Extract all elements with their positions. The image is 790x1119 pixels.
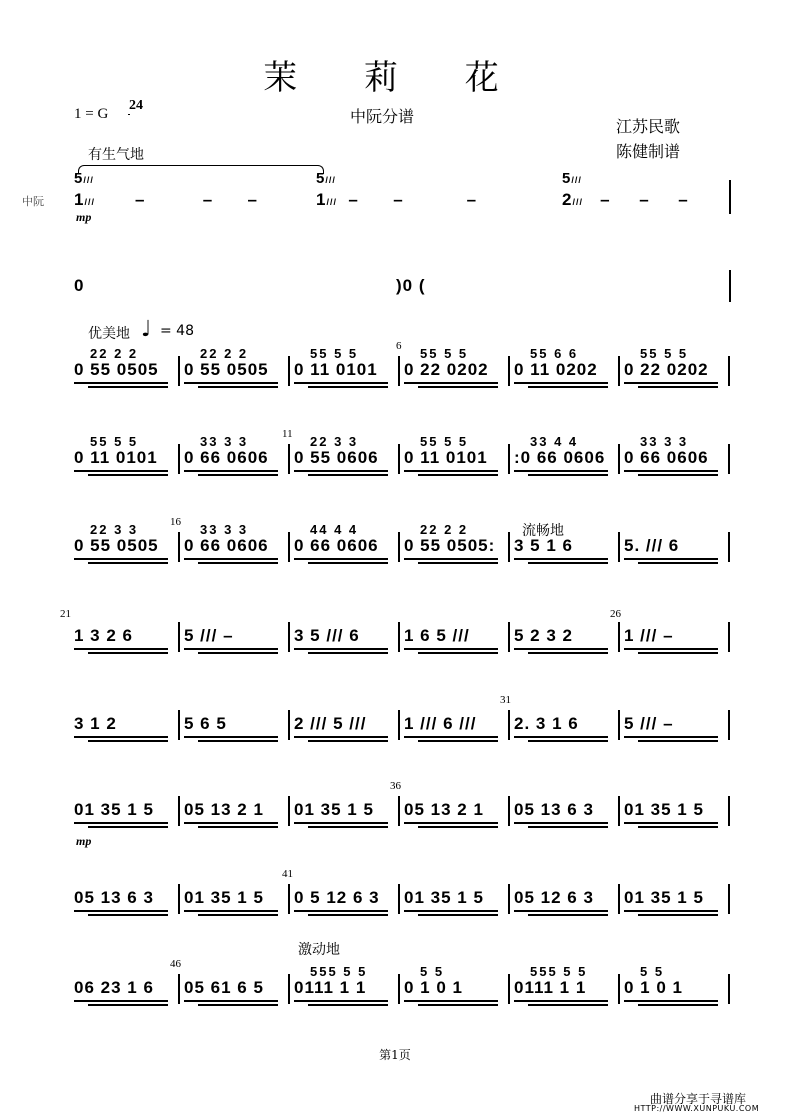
beam [74, 558, 168, 560]
measure: 0 1 0 1 [624, 978, 683, 997]
part-subtitle: 中阮分谱 [350, 107, 415, 126]
beam [184, 648, 278, 650]
barline [728, 444, 730, 474]
barline [508, 884, 510, 914]
beam [528, 826, 608, 828]
barline [508, 710, 510, 740]
key-signature: 1 = G [74, 106, 109, 122]
measure: 05 13 6 3 [74, 888, 154, 907]
beam [308, 652, 388, 654]
barline [618, 796, 620, 826]
measure: 0 55 0606 [294, 448, 379, 467]
harmony-notes: 55 5 5 [90, 434, 139, 449]
beam [88, 914, 168, 916]
beam [418, 562, 498, 564]
beam [418, 386, 498, 388]
harmony-notes: 555 5 5 [530, 964, 588, 979]
beam [638, 826, 718, 828]
barline [508, 796, 510, 826]
measure: 1 /// 6 /// [404, 714, 477, 733]
beam [294, 382, 388, 384]
beam [74, 382, 168, 384]
harmony-notes: 555 5 5 [310, 964, 368, 979]
beam [88, 562, 168, 564]
beam [514, 1000, 608, 1002]
barline [618, 444, 620, 474]
barline [618, 974, 620, 1004]
score-title: 茉 莉 花 [263, 58, 527, 98]
barline [728, 356, 730, 386]
barline [178, 796, 180, 826]
harmony-notes: 22 3 3 [310, 434, 359, 449]
measure: 5/// [562, 170, 582, 187]
beam [624, 1000, 718, 1002]
beam [528, 562, 608, 564]
instrument-label: 中阮 [22, 195, 44, 208]
measure: 0 [74, 276, 85, 295]
beam [88, 740, 168, 742]
barline [618, 710, 620, 740]
beam [184, 910, 278, 912]
measure-number: 26 [610, 608, 621, 620]
measure: 01 35 1 5 [294, 800, 374, 819]
barline [618, 884, 620, 914]
beam [198, 740, 278, 742]
barline [288, 796, 290, 826]
measure: 05 12 6 3 [514, 888, 594, 907]
barline [288, 974, 290, 1004]
site-brand[interactable]: 曲谱分享于寻谱库 [650, 1092, 747, 1106]
dynamic-mp: mp [76, 210, 92, 224]
time-signature: 2 4 [129, 98, 143, 113]
beam [514, 470, 608, 472]
measure: 01 35 1 5 [624, 800, 704, 819]
beam [638, 652, 718, 654]
measure: 2/// – – – [562, 190, 689, 209]
beam [418, 826, 498, 828]
measure-number: 16 [170, 516, 181, 528]
harmony-notes: 22 2 2 [90, 346, 139, 361]
beam [198, 562, 278, 564]
beam [308, 826, 388, 828]
beam [294, 470, 388, 472]
measure: 05 13 6 3 [514, 800, 594, 819]
beam [638, 740, 718, 742]
measure: 5 /// – [624, 714, 674, 733]
beam [294, 648, 388, 650]
barline [398, 532, 400, 562]
barline [398, 622, 400, 652]
barline [618, 356, 620, 386]
harmony-notes: 33 3 3 [200, 434, 249, 449]
barline [728, 974, 730, 1004]
tempo-mark: = 48 [160, 323, 194, 339]
barline [729, 270, 731, 302]
beam [638, 562, 718, 564]
measure: 0111 1 1 [294, 978, 367, 997]
beam [74, 1000, 168, 1002]
beam [624, 558, 718, 560]
barline [618, 622, 620, 652]
measure: 5 2 3 2 [514, 626, 573, 645]
beam [198, 826, 278, 828]
measure: 01 35 1 5 [184, 888, 264, 907]
beam [638, 474, 718, 476]
measure: 0 66 0606 [294, 536, 379, 555]
beam [404, 382, 498, 384]
barline [178, 884, 180, 914]
beam [308, 1004, 388, 1006]
beam [528, 386, 608, 388]
barline [728, 884, 730, 914]
barline [729, 180, 731, 214]
barline [288, 356, 290, 386]
beam [294, 910, 388, 912]
measure: 0 11 0101 [294, 360, 378, 379]
quarter-note-icon: ♩ [141, 317, 152, 342]
measure: 0 66 0606 [184, 448, 269, 467]
beam [404, 1000, 498, 1002]
barline [178, 356, 180, 386]
barline [288, 710, 290, 740]
beam [514, 910, 608, 912]
beam [74, 822, 168, 824]
measure: 1/// – – – [316, 190, 478, 209]
measure: 0111 1 1 [514, 978, 587, 997]
beam [528, 474, 608, 476]
measure: 1 3 2 6 [74, 626, 133, 645]
measure: 2. 3 1 6 [514, 714, 579, 733]
measure: 05 61 6 5 [184, 978, 264, 997]
beam [638, 1004, 718, 1006]
harmony-notes: 44 4 4 [310, 522, 359, 537]
page-number: 第1页 [379, 1048, 411, 1062]
barline [398, 710, 400, 740]
harmony-notes: 55 5 5 [640, 346, 689, 361]
beam [404, 558, 498, 560]
measure: 0 22 0202 [624, 360, 709, 379]
measure: 0 55 0505 [74, 536, 159, 555]
measure-number: 36 [390, 780, 401, 792]
barline [178, 444, 180, 474]
dynamic-mp: mp [76, 834, 92, 848]
beam [74, 736, 168, 738]
barline [398, 444, 400, 474]
beam [198, 914, 278, 916]
expression-mark: 优美地 [88, 326, 130, 342]
measure: 0 55 0505 [74, 360, 159, 379]
beam [404, 822, 498, 824]
measure: 0 55 0505 [184, 360, 269, 379]
beam [308, 562, 388, 564]
harmony-notes: 55 5 5 [420, 346, 469, 361]
beam [308, 386, 388, 388]
measure: 0 11 0202 [514, 360, 598, 379]
beam [88, 386, 168, 388]
measure: 01 35 1 5 [404, 888, 484, 907]
measure: 2 /// 5 /// [294, 714, 367, 733]
beam [514, 648, 608, 650]
beam [294, 558, 388, 560]
beam [74, 648, 168, 650]
site-url[interactable]: HTTP://WWW.XUNPUKU.COM [634, 1104, 760, 1113]
harmony-notes: 33 4 4 [530, 434, 579, 449]
expression-mark: 有生气地 [88, 147, 144, 163]
barline [618, 532, 620, 562]
beam [418, 1004, 498, 1006]
barline [728, 622, 730, 652]
beam [198, 1004, 278, 1006]
measure: 5 /// – [184, 626, 234, 645]
measure: 1/// – – – [74, 190, 258, 209]
beam [528, 740, 608, 742]
barline [178, 974, 180, 1004]
beam [404, 736, 498, 738]
measure: 3 1 2 [74, 714, 117, 733]
barline [288, 444, 290, 474]
beam [184, 558, 278, 560]
barline [178, 710, 180, 740]
beam [418, 914, 498, 916]
beam [184, 1000, 278, 1002]
harmony-notes: 55 5 5 [420, 434, 469, 449]
beam [624, 648, 718, 650]
harmony-notes: 55 5 5 [310, 346, 359, 361]
measure-number: 41 [282, 868, 293, 880]
measure-number: 31 [500, 694, 511, 706]
measure-number: 21 [60, 608, 71, 620]
expression-mark: 激动地 [298, 942, 340, 958]
measure: 01 35 1 5 [74, 800, 154, 819]
measure: 05 13 2 1 [184, 800, 264, 819]
beam [528, 914, 608, 916]
measure: 5 6 5 [184, 714, 227, 733]
measure: )0 ( [396, 276, 426, 295]
beam [88, 1004, 168, 1006]
credits: 江苏民歌 陈健制谱 [616, 117, 681, 161]
barline [398, 796, 400, 826]
barline [398, 884, 400, 914]
barline [728, 796, 730, 826]
measure-number: 6 [396, 340, 402, 352]
measure: 3 5 1 6 [514, 536, 573, 555]
beam [294, 736, 388, 738]
measure-number: 46 [170, 958, 181, 970]
measure: 0 22 0202 [404, 360, 489, 379]
harmony-notes: 5 5 [640, 964, 665, 979]
beam [198, 652, 278, 654]
barline [508, 622, 510, 652]
beam [418, 740, 498, 742]
beam [184, 736, 278, 738]
beam [294, 822, 388, 824]
beam [184, 822, 278, 824]
measure: 0 11 0101 [404, 448, 488, 467]
beam [624, 736, 718, 738]
beam [74, 910, 168, 912]
beam [88, 826, 168, 828]
barline [288, 532, 290, 562]
measure: 0 5 12 6 3 [294, 888, 380, 907]
barline [178, 532, 180, 562]
measure: 0 66 0606 [184, 536, 269, 555]
measure: :0 66 0606 [514, 448, 606, 467]
beam [514, 736, 608, 738]
measure: 05 13 2 1 [404, 800, 484, 819]
measure: 5/// [316, 170, 336, 187]
barline [398, 356, 400, 386]
harmony-notes: 22 2 2 [200, 346, 249, 361]
beam [624, 470, 718, 472]
measure: 5. /// 6 [624, 536, 680, 555]
beam [184, 470, 278, 472]
measure: 5/// [74, 170, 94, 187]
measure: 0 1 0 1 [404, 978, 463, 997]
harmony-notes: 5 5 [420, 964, 445, 979]
expression-mark: 流畅地 [522, 523, 564, 539]
barline [508, 356, 510, 386]
beam [514, 822, 608, 824]
beam [308, 474, 388, 476]
barline [728, 710, 730, 740]
measure: 1 /// – [624, 626, 674, 645]
harmony-notes: 55 6 6 [530, 346, 579, 361]
measure: 0 66 0606 [624, 448, 709, 467]
beam [624, 822, 718, 824]
barline [398, 974, 400, 1004]
beam [198, 474, 278, 476]
beam [308, 914, 388, 916]
measure: 1 6 5 /// [404, 626, 470, 645]
barline [508, 974, 510, 1004]
measure: 01 35 1 5 [624, 888, 704, 907]
harmony-notes: 22 3 3 [90, 522, 139, 537]
measure: 3 5 /// 6 [294, 626, 360, 645]
barline [508, 532, 510, 562]
beam [308, 740, 388, 742]
barline [288, 884, 290, 914]
beam [184, 382, 278, 384]
measure-number: 11 [282, 428, 293, 440]
beam [404, 470, 498, 472]
beam [638, 386, 718, 388]
beam [74, 470, 168, 472]
barline [178, 622, 180, 652]
measure: 06 23 1 6 [74, 978, 154, 997]
beam [638, 914, 718, 916]
barline [728, 532, 730, 562]
beam [528, 652, 608, 654]
beam [198, 386, 278, 388]
barline [288, 622, 290, 652]
beam [404, 910, 498, 912]
barline [508, 444, 510, 474]
beam [528, 1004, 608, 1006]
beam [418, 474, 498, 476]
beam [88, 474, 168, 476]
harmony-notes: 33 3 3 [640, 434, 689, 449]
beam [404, 648, 498, 650]
beam [624, 382, 718, 384]
beam [294, 1000, 388, 1002]
harmony-notes: 33 3 3 [200, 522, 249, 537]
beam [514, 558, 608, 560]
slur [78, 165, 324, 174]
measure: 0 55 0505: [404, 536, 496, 555]
measure: 0 11 0101 [74, 448, 158, 467]
beam [624, 910, 718, 912]
beam [514, 382, 608, 384]
beam [88, 652, 168, 654]
beam [418, 652, 498, 654]
harmony-notes: 22 2 2 [420, 522, 469, 537]
